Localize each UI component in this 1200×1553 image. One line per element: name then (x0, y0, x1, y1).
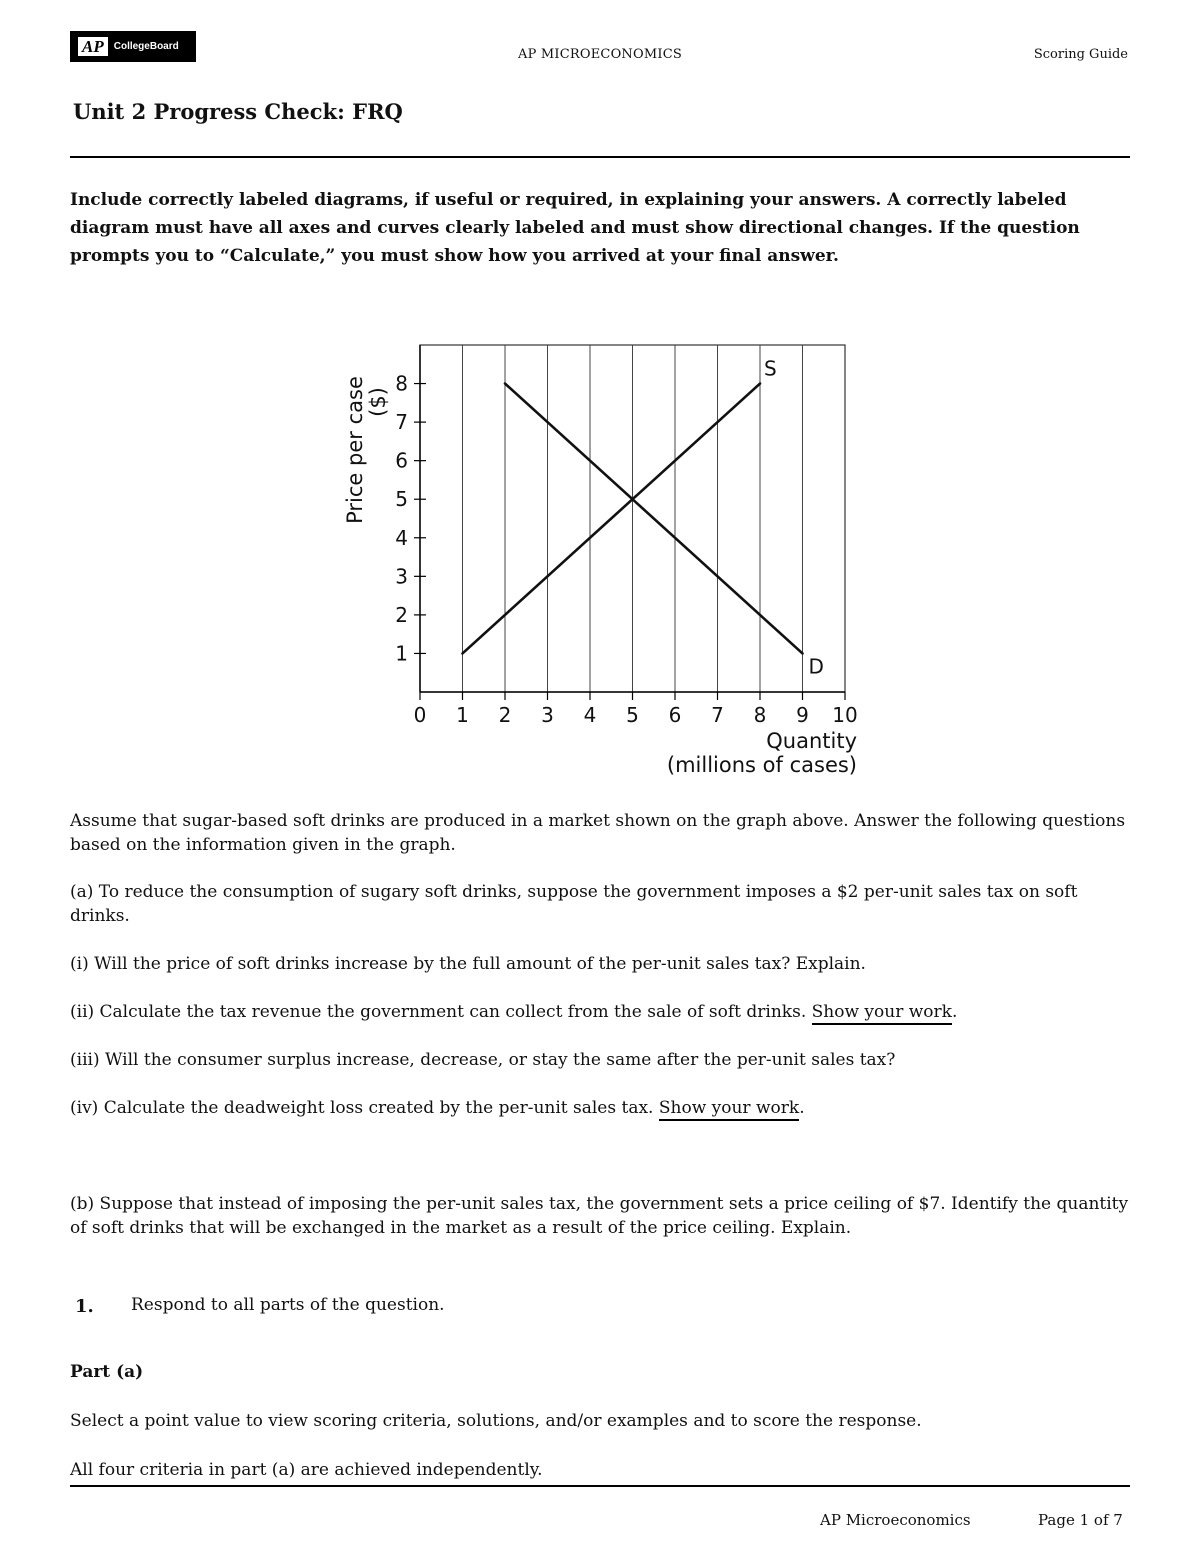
footer-course: AP Microeconomics (820, 1511, 971, 1529)
question-number: 1. (75, 1296, 94, 1317)
curve-s (463, 384, 761, 654)
question-a: (a) To reduce the consumption of sugary soft drinks, suppose the government imposes a $2 per-unit sales tax on soft drinks. (70, 882, 1078, 926)
scoring-instruction: Select a point value to view scoring criteria, solutions, and/or examples and to score the response. (70, 1411, 922, 1431)
question-a-ii-end: . (951, 1002, 958, 1022)
intro-paragraph: Assume that sugar-based soft drinks are produced in a market shown on the graph above. Answer the following questions based on the information given in the graph. (70, 811, 1126, 855)
x-tick-label-9: 9 (796, 703, 809, 727)
criteria-note: All four criteria in part (a) are achieved independently. (70, 1460, 543, 1480)
curve-d (505, 384, 803, 654)
y-axis-label: Price per case (343, 376, 367, 524)
question-a-iii: (iii) Will the consumer surplus increase, decrease, or stay the same after the per-unit sales tax? (70, 1050, 896, 1070)
part-a-heading: Part (a) (70, 1362, 144, 1382)
footer-page-number: Page 1 of 7 (1038, 1511, 1123, 1529)
x-tick-label-1: 1 (456, 703, 469, 727)
header-course: AP MICROECONOMICS (518, 47, 682, 62)
logo-brand: CollegeBoard (113, 41, 179, 52)
x-tick-label-7: 7 (711, 703, 724, 727)
x-axis-label-unit: (millions of cases) (666, 753, 857, 777)
y-tick-label-6: 6 (395, 448, 408, 473)
x-tick-label-4: 4 (583, 703, 597, 727)
question-a-ii (70, 1000, 1130, 1024)
y-tick-label-1: 1 (395, 641, 408, 666)
footer-divider (70, 1485, 1130, 1487)
question-a-ii-text: (ii) Calculate the tax revenue the government can collect from the sale of soft drinks. (70, 1002, 812, 1022)
question-prompt: Respond to all parts of the question. (131, 1295, 445, 1315)
x-tick-label-6: 6 (668, 703, 682, 727)
x-tick-label-8: 8 (753, 703, 767, 727)
show-work-link-ii[interactable]: Show your work (812, 1002, 952, 1025)
y-tick-label-7: 7 (395, 410, 408, 435)
curve-label-s: S (764, 356, 777, 381)
logo-ap-mark: AP (78, 37, 108, 56)
question-a-iv-end: . (799, 1098, 805, 1118)
supply-demand-chart (330, 330, 870, 790)
x-tick-label-10: 10 (832, 703, 858, 727)
title-divider (70, 156, 1130, 158)
x-tick-label-5: 5 (626, 703, 639, 727)
question-a-i: (i) Will the price of soft drinks increase by the full amount of the per-unit sales tax? Explain. (70, 954, 866, 974)
y-tick-label-2: 2 (395, 602, 408, 627)
question-b: (b) Suppose that instead of imposing the per-unit sales tax, the government sets a price ceiling of $7. Identify the quantity of soft drinks that will be exchanged in the market as a result of the price ceiling. Explain. (70, 1194, 1129, 1238)
question-a-iv-text: (iv) Calculate the deadweight loss created by the per-unit sales tax. (70, 1098, 659, 1118)
show-work-link-iv[interactable]: Show your work (659, 1098, 799, 1121)
y-tick-label-4: 4 (395, 525, 408, 550)
x-tick-label-0: 0 (413, 703, 427, 727)
curve-label-d: D (808, 654, 824, 679)
y-tick-label-5: 5 (395, 487, 408, 512)
question-a-iv (70, 1096, 1130, 1120)
page-title: Unit 2 Progress Check: FRQ (73, 99, 403, 124)
y-axis-label-unit: ($) (366, 387, 390, 417)
x-axis-label: Quantity (766, 729, 857, 753)
x-tick-label-3: 3 (541, 703, 554, 727)
x-tick-label-2: 2 (498, 703, 512, 727)
instructions: Include correctly labeled diagrams, if useful or required, in explaining your answers. A correctly labeled diagram must have all axes and curves clearly labeled and must show directional changes. If the question prompts you to “Calculate,” you must show how you arrived at your final answer. (70, 190, 1080, 266)
y-tick-label-8: 8 (395, 371, 408, 396)
y-tick-label-3: 3 (395, 564, 408, 589)
header-guide: Scoring Guide (1033, 47, 1128, 62)
